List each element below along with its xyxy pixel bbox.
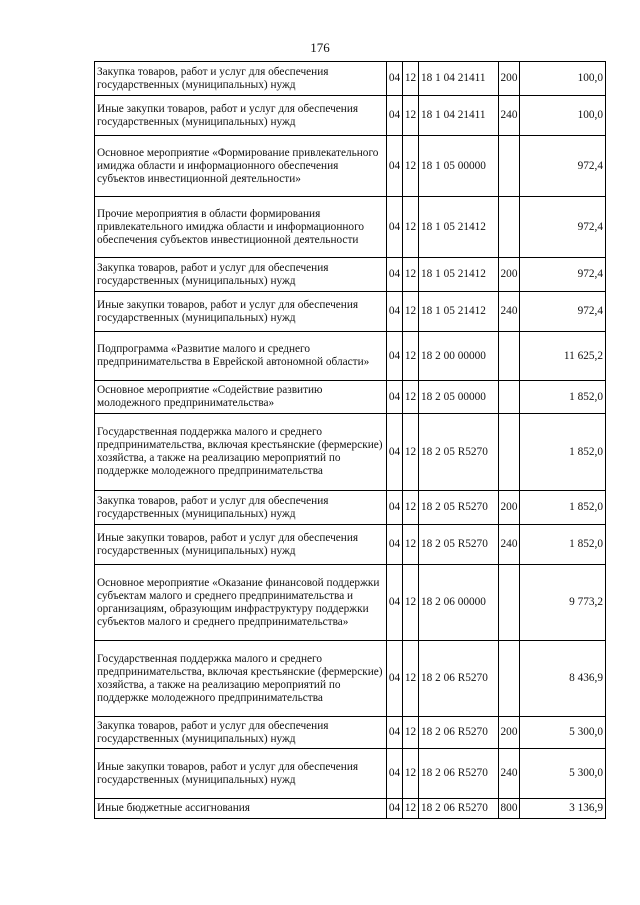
section-code-cell: 04: [387, 799, 403, 819]
subsection-code-cell: 12: [403, 62, 419, 96]
amount-cell: 1 852,0: [520, 491, 606, 525]
subsection-code-cell: 12: [403, 491, 419, 525]
expense-type-cell: [499, 641, 520, 717]
amount-cell: 3 136,9: [520, 799, 606, 819]
expense-type-cell: 200: [499, 258, 520, 292]
row-name-cell: Закупка товаров, работ и услуг для обеспечения государственных (муниципальных) нужд: [95, 258, 387, 292]
subsection-code-cell: 12: [403, 565, 419, 641]
amount-cell: 972,4: [520, 258, 606, 292]
amount-cell: 11 625,2: [520, 332, 606, 381]
subsection-code-cell: 12: [403, 197, 419, 258]
target-article-cell: 18 1 05 21412: [419, 197, 499, 258]
table-row: [95, 96, 606, 136]
target-article-cell: 18 1 05 21412: [419, 258, 499, 292]
row-name-cell: Закупка товаров, работ и услуг для обеспечения государственных (муниципальных) нужд: [95, 717, 387, 749]
amount-cell: 1 852,0: [520, 414, 606, 491]
section-code-cell: 04: [387, 749, 403, 799]
subsection-code-cell: 12: [403, 258, 419, 292]
row-name-cell: Иные бюджетные ассигнования: [95, 799, 387, 819]
row-name-cell: Иные закупки товаров, работ и услуг для обеспечения государственных (муниципальных) нужд: [95, 292, 387, 332]
section-code-cell: 04: [387, 332, 403, 381]
section-code-cell: 04: [387, 491, 403, 525]
table-row: [95, 525, 606, 565]
subsection-code-cell: 12: [403, 381, 419, 414]
section-code-cell: 04: [387, 136, 403, 197]
row-name-cell: Государственная поддержка малого и среднего предпринимательства, включая крестьянские (фермерские) хозяйства, а также на реализацию мероприятий по поддержке молодежного предпринимательства: [95, 641, 387, 717]
expense-type-cell: 800: [499, 799, 520, 819]
subsection-code-cell: 12: [403, 717, 419, 749]
amount-cell: 8 436,9: [520, 641, 606, 717]
row-name-cell: Основное мероприятие «Оказание финансовой поддержки субъектам малого и среднего предпринимательства и организациям, образующим инфраструктуру поддержки субъектов малого и среднего предпринимательства»: [95, 565, 387, 641]
target-article-cell: 18 2 06 R5270: [419, 717, 499, 749]
subsection-code-cell: 12: [403, 525, 419, 565]
table-row: [95, 258, 606, 292]
row-name-cell: Основное мероприятие «Формирование привлекательного имиджа области и информационного обеспечения субъектов инвестиционной деятельности»: [95, 136, 387, 197]
row-name-cell: Закупка товаров, работ и услуг для обеспечения государственных (муниципальных) нужд: [95, 62, 387, 96]
amount-cell: 972,4: [520, 136, 606, 197]
section-code-cell: 04: [387, 717, 403, 749]
expense-type-cell: 240: [499, 749, 520, 799]
table-row: [95, 332, 606, 381]
target-article-cell: 18 1 04 21411: [419, 96, 499, 136]
target-article-cell: 18 2 00 00000: [419, 332, 499, 381]
table-row: [95, 491, 606, 525]
subsection-code-cell: 12: [403, 136, 419, 197]
target-article-cell: 18 2 05 R5270: [419, 525, 499, 565]
amount-cell: 5 300,0: [520, 749, 606, 799]
section-code-cell: 04: [387, 381, 403, 414]
expense-type-cell: 240: [499, 525, 520, 565]
row-name-cell: Иные закупки товаров, работ и услуг для обеспечения государственных (муниципальных) нужд: [95, 749, 387, 799]
expense-type-cell: 240: [499, 292, 520, 332]
table-row: [95, 799, 606, 819]
target-article-cell: 18 2 06 00000: [419, 565, 499, 641]
amount-cell: 1 852,0: [520, 525, 606, 565]
expense-type-cell: 200: [499, 491, 520, 525]
expense-type-cell: [499, 197, 520, 258]
row-name-cell: Закупка товаров, работ и услуг для обеспечения государственных (муниципальных) нужд: [95, 491, 387, 525]
expense-type-cell: 240: [499, 96, 520, 136]
amount-cell: 100,0: [520, 62, 606, 96]
section-code-cell: 04: [387, 641, 403, 717]
row-name-cell: Иные закупки товаров, работ и услуг для обеспечения государственных (муниципальных) нужд: [95, 525, 387, 565]
expense-type-cell: [499, 565, 520, 641]
table-row: [95, 565, 606, 641]
page-number: 176: [310, 40, 330, 55]
amount-cell: 100,0: [520, 96, 606, 136]
section-code-cell: 04: [387, 96, 403, 136]
expense-type-cell: 200: [499, 62, 520, 96]
target-article-cell: 18 1 05 21412: [419, 292, 499, 332]
row-name-cell: Подпрограмма «Развитие малого и среднего предпринимательства в Еврейской автономной области»: [95, 332, 387, 381]
table-row: [95, 136, 606, 197]
amount-cell: 1 852,0: [520, 381, 606, 414]
subsection-code-cell: 12: [403, 749, 419, 799]
section-code-cell: 04: [387, 62, 403, 96]
amount-cell: 9 773,2: [520, 565, 606, 641]
row-name-cell: Прочие мероприятия в области формирования привлекательного имиджа области и информационного обеспечения субъектов инвестиционной деятельности: [95, 197, 387, 258]
subsection-code-cell: 12: [403, 641, 419, 717]
row-name-cell: Основное мероприятие «Содействие развитию молодежного предпринимательства»: [95, 381, 387, 414]
subsection-code-cell: 12: [403, 292, 419, 332]
table-row: [95, 197, 606, 258]
target-article-cell: 18 2 05 00000: [419, 381, 499, 414]
target-article-cell: 18 2 06 R5270: [419, 749, 499, 799]
target-article-cell: 18 2 06 R5270: [419, 799, 499, 819]
table-row: [95, 717, 606, 749]
table-row: [95, 62, 606, 96]
section-code-cell: 04: [387, 414, 403, 491]
expense-type-cell: 200: [499, 717, 520, 749]
subsection-code-cell: 12: [403, 414, 419, 491]
table-row: [95, 749, 606, 799]
target-article-cell: 18 2 05 R5270: [419, 491, 499, 525]
subsection-code-cell: 12: [403, 332, 419, 381]
table-row: [95, 381, 606, 414]
target-article-cell: 18 2 05 R5270: [419, 414, 499, 491]
table-row: [95, 414, 606, 491]
expense-type-cell: [499, 332, 520, 381]
section-code-cell: 04: [387, 525, 403, 565]
section-code-cell: 04: [387, 197, 403, 258]
section-code-cell: 04: [387, 258, 403, 292]
subsection-code-cell: 12: [403, 96, 419, 136]
subsection-code-cell: 12: [403, 799, 419, 819]
expense-type-cell: [499, 136, 520, 197]
table-row: [95, 292, 606, 332]
amount-cell: 5 300,0: [520, 717, 606, 749]
expense-type-cell: [499, 381, 520, 414]
row-name-cell: Государственная поддержка малого и среднего предпринимательства, включая крестьянские (фермерские) хозяйства, а также на реализацию мероприятий по поддержке молодежного предпринимательства: [95, 414, 387, 491]
section-code-cell: 04: [387, 565, 403, 641]
budget-table-body: [95, 62, 606, 819]
target-article-cell: 18 2 06 R5270: [419, 641, 499, 717]
budget-table: [94, 61, 606, 819]
target-article-cell: 18 1 04 21411: [419, 62, 499, 96]
amount-cell: 972,4: [520, 197, 606, 258]
row-name-cell: Иные закупки товаров, работ и услуг для обеспечения государственных (муниципальных) нужд: [95, 96, 387, 136]
target-article-cell: 18 1 05 00000: [419, 136, 499, 197]
expense-type-cell: [499, 414, 520, 491]
table-row: [95, 641, 606, 717]
section-code-cell: 04: [387, 292, 403, 332]
amount-cell: 972,4: [520, 292, 606, 332]
